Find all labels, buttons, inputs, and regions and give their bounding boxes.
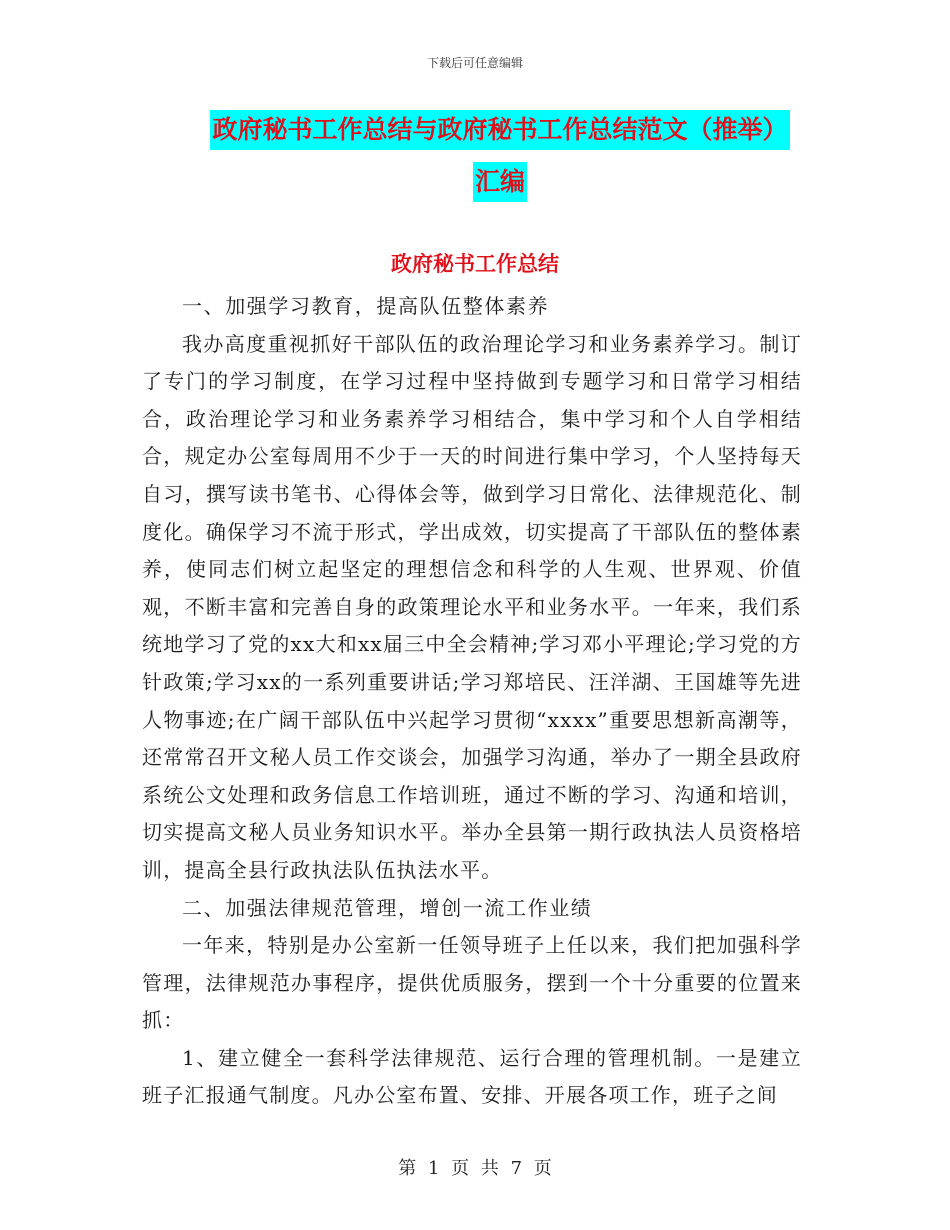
header-note: 下载后可任意编辑 [426, 56, 523, 70]
title-line-1: 政府秘书工作总结与政府秘书工作总结范文（推举） [210, 110, 789, 150]
paragraph: 1、建立健全一套科学法律规范、运行合理的管理机制。一是建立班子汇报通气制度。凡办公室布置、安排、开展各项工作，班子之间 [142, 1045, 802, 1108]
page-footer: 第 1 页 共 7 页 [398, 1158, 552, 1179]
title-line-2: 汇编 [473, 162, 527, 202]
paragraph: 我办高度重视抓好干部队伍的政治理论学习和业务素养学习。制订了专门的学习制度，在学习过程中坚持做到专题学习和日常学习相结合，政治理论学习和业务素养学习相结合，集中学习和个人自学相结合，规定办公室每周用不少于一天的时间进行集中学习，个人坚持每天自习，撰写读书笔书、心得体会等，做到学习日常化、法律规范化、制度化。确保学习不流于形式，学出成效，切实提高了干部队伍的整体素养，使同志们树立起坚定的理想信念和科学的人生观、世界观、价值观，不断丰富和完善自身的政策理论水平和业务水平。一年来，我们系统地学习了党的xx大和xx届三中全会精神;学习邓小平理论;学习党的方针政策;学习xx的一系列重要讲话;学习郑培民、汪洋湖、王国雄等先进人物事迹;在广阔干部队伍中兴起学习贯彻“xxxx”重要思想新高潮等，还常常召开文秘人员工作交谈会，加强学习沟通，举办了一期全县政府系统公文处理和政务信息工作培训班，通过不断的学习、沟通和培训，切实提高文秘人员业务知识水平。举办全县第一期行政执法人员资格培训，提高全县行政执法队伍执法水平。 [142, 331, 802, 882]
document-title [190, 110, 810, 202]
paragraph: 一年来，特别是办公室新一任领导班子上任以来，我们把加强科学管理，法律规范办事程序，提供优质服务，摆到一个十分重要的位置来抓： [142, 933, 802, 1033]
section-title: 政府秘书工作总结 [391, 251, 559, 276]
paragraph-heading-2: 二、加强法律规范管理，增创一流工作业绩 [182, 895, 593, 920]
document-body [142, 288, 802, 1115]
paragraph-heading-1: 一、加强学习教育，提高队伍整体素养 [182, 294, 550, 318]
